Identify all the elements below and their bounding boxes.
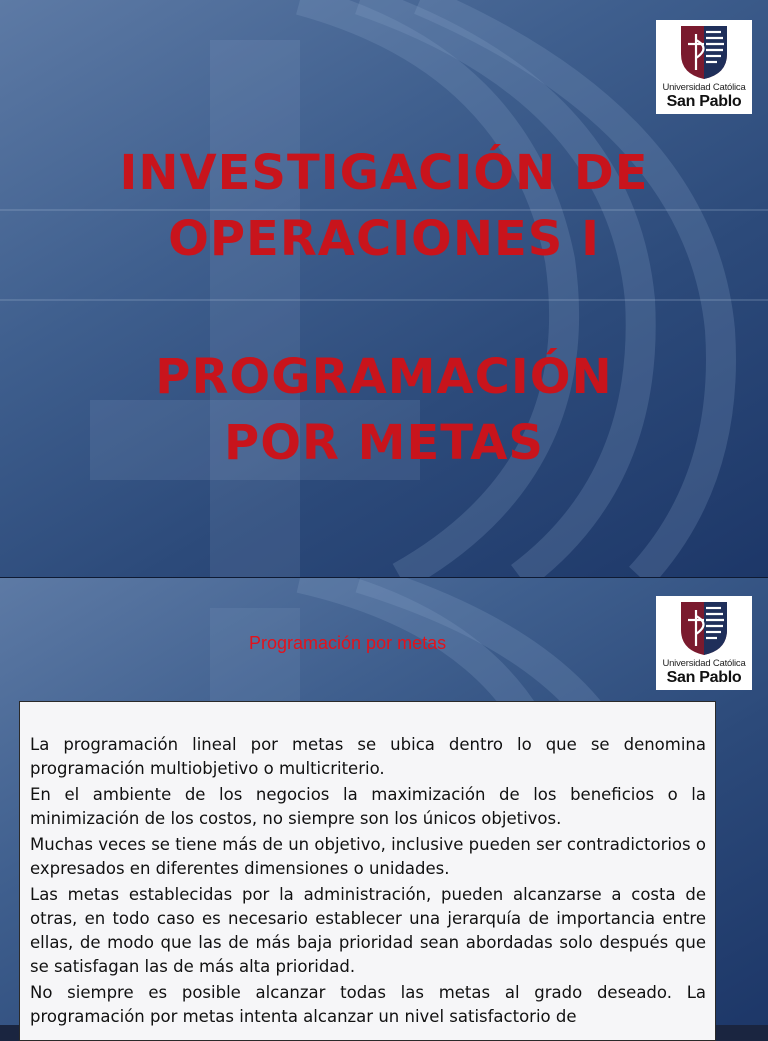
paragraph: Muchas veces se tiene más de un objetivo, inclusive pueden ser contradictorios o expresados en diferentes dimensiones o unidades. xyxy=(30,835,706,878)
logo-university-text: Universidad Católica xyxy=(662,658,746,669)
topic-title-line: POR METAS xyxy=(224,415,544,471)
slide-heading: Programación por metas xyxy=(249,633,447,653)
topic-title-line: PROGRAMACIÓN xyxy=(155,349,613,405)
cross-emblem-icon xyxy=(679,24,729,80)
course-title-line: INVESTIGACIÓN DE xyxy=(119,145,649,201)
paragraph: La programación lineal por metas se ubica dentro lo que se denomina programación multiobjetivo o multicriterio. xyxy=(30,735,706,778)
logo-san-pablo-text: San Pablo xyxy=(666,93,742,110)
paragraph: No siempre es posible alcanzar todas las metas al grado deseado. La programación por metas intenta alcanzar un nivel satisfactorio de xyxy=(30,983,706,1026)
paragraph: En el ambiente de los negocios la maximización de los beneficios o la minimización de los costos, no siempre son los únicos objetivos. xyxy=(30,785,706,828)
logo-san-pablo-text: San Pablo xyxy=(666,669,742,686)
course-title xyxy=(0,140,768,272)
content-text-box xyxy=(19,701,716,1041)
course-title-line: OPERACIONES I xyxy=(168,211,600,267)
topic-title xyxy=(0,344,768,476)
logo-university-text: Universidad Católica xyxy=(662,82,746,93)
university-logo xyxy=(656,20,752,114)
university-logo xyxy=(656,596,752,690)
paragraph: Las metas establecidas por la administración, pueden alcanzarse a costa de otras, en todo caso es necesario establecer una jerarquía de importancia entre ellas, de modo que las de más baja prioridad sean abordadas solo después que se satisfagan las de más alta prioridad. xyxy=(30,885,706,976)
cross-emblem-icon xyxy=(679,600,729,656)
